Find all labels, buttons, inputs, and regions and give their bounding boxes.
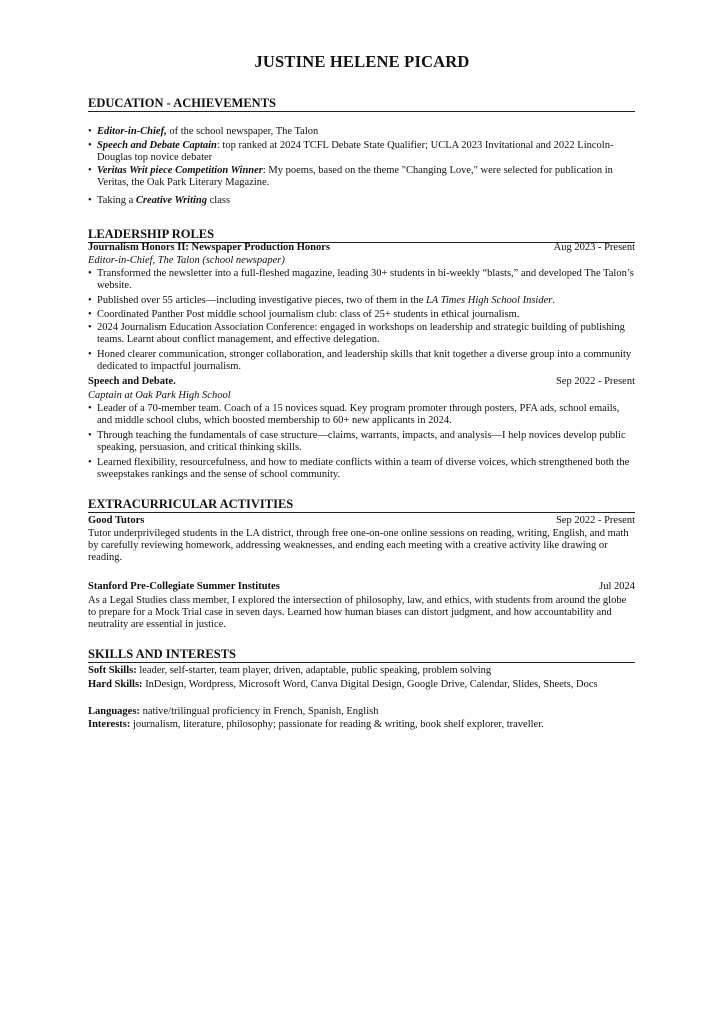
skills-label: Hard Skills: — [88, 679, 143, 690]
bullet-icon: • — [88, 349, 92, 360]
role-bullet — [88, 295, 635, 307]
bullet-icon: • — [88, 309, 92, 320]
achievement-title: Speech and Debate Captain — [97, 140, 217, 151]
section-title-education: EDUCATION - ACHIEVEMENTS — [88, 96, 635, 112]
achievement-prefix: Taking a — [97, 195, 136, 206]
skills-row — [88, 679, 635, 691]
skills-label: Interests: — [88, 719, 131, 730]
bullet-text: Honed clearer communication, stronger collaboration, and leadership skills that knit together a diverse group into a community dedicated to impactful journalism. — [97, 349, 632, 373]
role-bullet — [88, 309, 635, 321]
bullet-text: 2024 Journalism Education Association Conference: engaged in workshops on leadership and strategic building of publishing teams. Learnt about conflict management, and effective delegation. — [97, 322, 625, 346]
bullet-icon: • — [88, 195, 92, 206]
education-item — [88, 140, 635, 164]
achievement-title: Editor-in-Chief, — [97, 126, 167, 137]
skills-label: Soft Skills: — [88, 665, 137, 676]
role-bullet — [88, 403, 635, 427]
bullet-icon: • — [88, 403, 92, 414]
activity-date: Jul 2024 — [599, 581, 635, 592]
achievement-text: of the school newspaper, The Talon — [166, 126, 319, 137]
bullet-icon: • — [88, 322, 92, 333]
activity-description: As a Legal Studies class member, I explored the intersection of philosophy, law, and ethics, with students from around the globe to prepare for a Mock Trial case in seven days. Learned how human biases can distort judgment, and how accountability and neutrality are essential in justice. — [88, 595, 627, 631]
role-bullet — [88, 349, 635, 373]
skills-row — [88, 665, 635, 677]
achievement-title: Veritas Writ piece Competition Winner — [97, 165, 263, 176]
bullet-text-end: . — [552, 295, 555, 306]
role-bullet — [88, 430, 635, 454]
activity-header — [88, 515, 635, 527]
achievement-text: : top ranked at 2024 TCFL Debate State Qualifier; UCLA 2023 Invitational and 2022 Lincoln-Douglas top novice debater — [97, 140, 614, 164]
role-title: Speech and Debate. — [88, 376, 176, 387]
bullet-icon: • — [88, 165, 92, 176]
role-subtitle: Editor-in-Chief, The Talon (school newspaper) — [88, 255, 285, 266]
bullet-icon: • — [88, 140, 92, 151]
skills-row — [88, 706, 635, 718]
skills-value: native/trilingual proficiency in French, Spanish, English — [139, 706, 379, 717]
bullet-text: Published over 55 articles—including investigative pieces, two of them in the — [97, 295, 426, 306]
bullet-icon: • — [88, 430, 92, 441]
role-subtitle: Captain at Oak Park High School — [88, 390, 231, 401]
bullet-icon: • — [88, 295, 92, 306]
achievement-text: class — [207, 195, 231, 206]
role-bullet — [88, 268, 635, 292]
bullet-icon: • — [88, 457, 92, 468]
skills-label: Languages: — [88, 706, 140, 717]
bullet-icon: • — [88, 268, 92, 279]
section-title-leadership: LEADERSHIP ROLES — [88, 227, 635, 243]
role-header — [88, 376, 635, 388]
activity-description: Tutor underprivileged students in the LA district, through free one-on-one online sessions on reading, writing, English, and math by carefully reviewing homework, addressing weaknesses, and ending each meeting with a creative activity like drawing or reading. — [88, 528, 629, 564]
activity-title: Good Tutors — [88, 515, 145, 526]
activity-date: Sep 2022 - Present — [555, 515, 635, 526]
activity-title: Stanford Pre-Collegiate Summer Institutes — [88, 581, 280, 592]
achievement-text: : My poems, based on the theme "Changing Love," were selected for publication in Veritas, the Oak Park Literary Magazine. — [97, 165, 613, 189]
role-title: Journalism Honors II: Newspaper Production Honors — [88, 242, 331, 253]
skills-value: leader, self-starter, team player, driven, adaptable, public speaking, problem solving — [136, 665, 492, 676]
bullet-text: Transformed the newsletter into a full-fleshed magazine, leading 30+ students in bi-weekly “blasts,” and developed The Talon’s website. — [97, 268, 634, 292]
role-bullet — [88, 322, 635, 346]
bullet-text: Leader of a 70-member team. Coach of a 15 novices squad. Key program promoter through posters, PFA ads, school emails, and middle school clubs, which boosted membership to 60+ new applicants in 2024. — [97, 403, 620, 427]
bullet-text: Through teaching the fundamentals of case structure—claims, warrants, impacts, and analysis—I help novices develop public speaking, persuasion, and critical thinking skills. — [97, 430, 626, 454]
candidate-name: JUSTINE HELENE PICARD — [254, 52, 470, 71]
role-bullet — [88, 457, 635, 481]
role-date: Sep 2022 - Present — [555, 376, 635, 387]
bullet-icon: • — [88, 126, 92, 137]
section-title-skills: SKILLS AND INTERESTS — [88, 647, 635, 663]
role-date: Aug 2023 - Present — [553, 242, 635, 253]
section-title-extracurricular: EXTRACURRICULAR ACTIVITIES — [88, 497, 635, 513]
achievement-title: Creative Writing — [135, 195, 207, 206]
skills-row — [88, 719, 635, 731]
publication-name: LA Times High School Insider — [425, 295, 553, 306]
skills-value: journalism, literature, philosophy; passionate for reading & writing, book shelf explorer, traveller. — [130, 719, 544, 730]
education-item — [88, 195, 635, 207]
skills-value: InDesign, Wordpress, Microsoft Word, Canva Digital Design, Google Drive, Calendar, Slides, Sheets, Docs — [142, 679, 598, 690]
role-header — [88, 242, 635, 254]
bullet-text: Coordinated Panther Post middle school journalism club: class of 25+ students in ethical journalism. — [97, 309, 520, 320]
education-item — [88, 126, 635, 138]
bullet-text: Learned flexibility, resourcefulness, and how to mediate conflicts within a team of diverse voices, which strengthened both the sweepstakes rankings and the sense of school community. — [97, 457, 630, 481]
activity-header — [88, 581, 635, 593]
education-item — [88, 165, 635, 189]
